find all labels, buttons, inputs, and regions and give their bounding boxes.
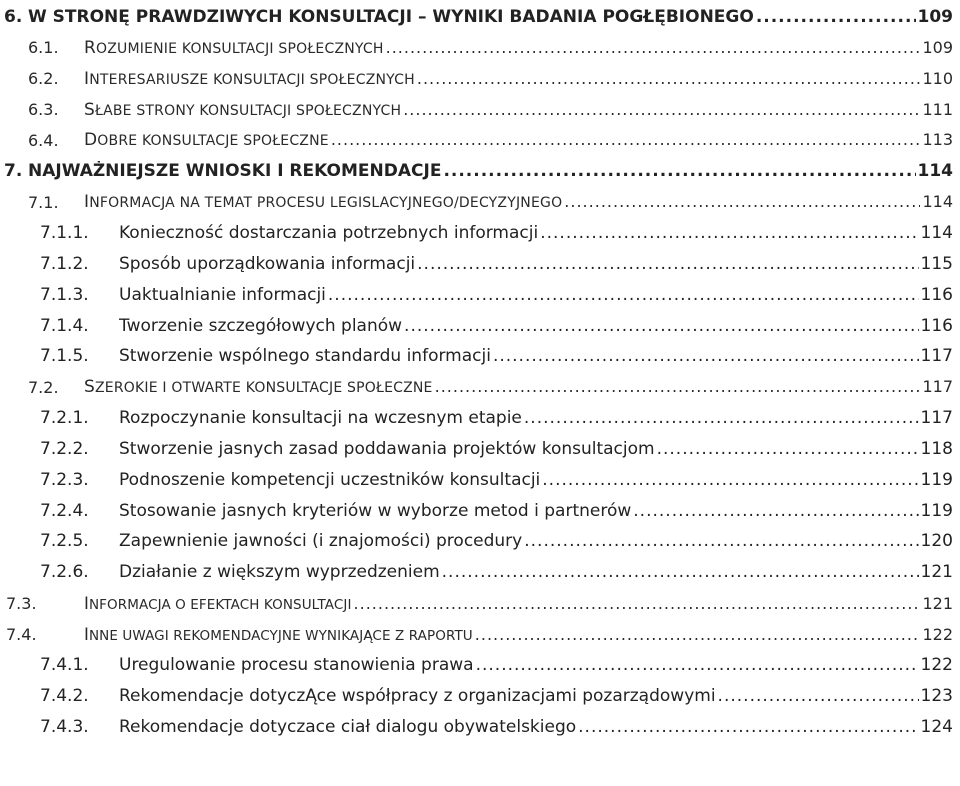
toc-entry-page-number: 118 (920, 438, 953, 459)
toc-entry-title: Stworzenie wspólnego standardu informacji (119, 346, 491, 367)
toc-entry[interactable] (0, 125, 953, 155)
toc-entry-line (84, 38, 953, 58)
toc-entry-line (84, 377, 953, 397)
toc-entry-page-number: 123 (920, 685, 953, 706)
toc-entry-line (119, 562, 953, 582)
dot-leader (435, 377, 921, 396)
toc-entry-title: Sposób uporządkowania informacji (119, 253, 416, 274)
toc-entry-page-number: 114 (922, 192, 953, 212)
dot-leader (417, 69, 921, 88)
toc-entry[interactable] (0, 372, 953, 402)
toc-entry-title (84, 38, 384, 58)
toc-entry[interactable] (0, 650, 953, 680)
toc-entry-line (119, 285, 953, 305)
toc-entry-title: W STRONĘ PRAWDZIWYCH KONSULTACJI – WYNIKI BADANIA POGŁĘBIONEGO (28, 7, 754, 27)
dot-leader (417, 254, 918, 274)
toc-entry-title (84, 625, 473, 644)
toc-entry[interactable] (0, 64, 953, 94)
toc-entry-title: Uaktualnianie informacji (119, 284, 326, 305)
dot-leader (493, 346, 919, 366)
toc-entry-line (28, 161, 953, 181)
toc-entry[interactable] (0, 465, 953, 495)
toc-entry-number: 7.1.5. (40, 346, 89, 367)
toc-entry-title-initial: I (84, 68, 90, 89)
toc-entry-title-initial: I (84, 192, 90, 213)
toc-entry-number: 7.1.4. (40, 315, 89, 336)
toc-entry[interactable] (0, 496, 953, 526)
toc-entry-title (84, 130, 329, 150)
toc-entry-page-number: 113 (922, 130, 953, 150)
dot-leader (328, 285, 919, 305)
toc-entry-title (84, 594, 352, 613)
dot-leader (718, 686, 919, 706)
toc-entry-page-number: 117 (920, 346, 953, 367)
toc-entry-line (84, 192, 953, 212)
toc-entry-page-number: 119 (920, 469, 953, 490)
toc-entry-title-initial: S (84, 377, 95, 398)
toc-entry-line (119, 254, 953, 274)
toc-entry-line (119, 316, 953, 336)
toc-entry-title: Rekomendacje dotyczace ciał dialogu obywatelskiego (119, 716, 577, 737)
toc-entry-number: 6. (4, 7, 23, 27)
toc-entry-page-number: 119 (920, 500, 953, 521)
toc-entry[interactable] (0, 218, 953, 248)
toc-entry-number: 7.2.2. (40, 438, 89, 459)
toc-entry-title (84, 100, 401, 120)
toc-entry-line (28, 7, 953, 27)
dot-leader (404, 316, 919, 336)
toc-entry-title-rest: OBRE KONSULTACJE SPOŁECZNE (97, 133, 329, 150)
toc-entry-number: 6.1. (28, 38, 59, 58)
dot-leader (564, 192, 920, 211)
toc-entry-page-number: 117 (920, 408, 953, 429)
toc-entry-page-number: 116 (920, 315, 953, 336)
toc-entry-line (119, 223, 953, 243)
toc-entry-number: 6.2. (28, 69, 59, 89)
toc-entry-title: Zapewnienie jawności (i znajomości) procedury (119, 531, 523, 552)
toc-entry-line (84, 69, 953, 89)
dot-leader (443, 161, 915, 181)
toc-entry-title (84, 192, 562, 212)
toc-entry-number: 7.4.3. (40, 716, 89, 737)
toc-entry-title: Tworzenie szczegółowych planów (119, 315, 403, 336)
toc-entry-line (119, 655, 953, 675)
toc-entry-page-number: 121 (922, 593, 953, 613)
toc-entry-number: 7. (4, 161, 23, 182)
toc-entry-line (84, 130, 953, 150)
dot-leader (524, 408, 919, 428)
toc-entry-line (84, 100, 953, 120)
toc-entry-title: Stosowanie jasnych kryteriów w wyborze metod i partnerów (119, 500, 632, 521)
toc-entry[interactable] (0, 557, 953, 587)
toc-entry-page-number: 124 (920, 716, 953, 737)
toc-entry[interactable] (0, 280, 953, 310)
dot-leader (756, 7, 916, 27)
toc-entry-line (119, 501, 953, 521)
toc-entry-number: 7.4.1. (40, 654, 89, 675)
toc-entry-page-number: 109 (917, 7, 953, 27)
toc-entry[interactable] (0, 619, 953, 649)
toc-entry-number: 6.4. (28, 130, 59, 150)
toc-entry-title-initial: R (84, 37, 97, 58)
toc-entry-title-rest: ZEROKIE I OTWARTE KONSULTACJE SPOŁECZNE (95, 380, 433, 397)
toc-entry-title-rest: NNE UWAGI REKOMENDACYJNE WYNIKAJĄCE Z RAPORTU (88, 627, 473, 644)
toc-entry-title-rest: NFORMACJA NA TEMAT PROCESU LEGISLACYJNEGO/DECYZYJNEGO (89, 195, 563, 212)
toc-entry[interactable] (0, 156, 953, 186)
toc-entry-title: Działanie z większym wyprzedzeniem (119, 562, 440, 583)
toc-entry[interactable] (0, 249, 953, 279)
dot-leader (476, 655, 919, 675)
toc-entry-line (84, 594, 953, 613)
toc-entry-title (84, 69, 415, 89)
dot-leader (475, 625, 921, 644)
toc-entry-page-number: 110 (922, 68, 953, 88)
toc-entry-number: 7.1. (28, 192, 59, 212)
toc-entry[interactable] (0, 434, 953, 464)
toc-entry-page-number: 111 (922, 99, 953, 119)
toc-entry-line (119, 470, 953, 490)
toc-entry-line (119, 717, 953, 737)
toc-entry-number: 7.2.3. (40, 469, 89, 490)
toc-entry-number: 7.2.1. (40, 408, 89, 429)
toc-entry-number: 7.2. (28, 377, 59, 397)
toc-entry-page-number: 122 (922, 624, 953, 644)
toc-entry-title-initial: I (84, 593, 89, 613)
dot-leader (657, 439, 919, 459)
toc-entry-title: Uregulowanie procesu stanowienia prawa (119, 654, 474, 675)
toc-entry-line (119, 408, 953, 428)
toc-entry-number: 7.2.5. (40, 531, 89, 552)
toc-entry-page-number: 116 (920, 284, 953, 305)
toc-entry-number: 7.4. (6, 624, 37, 644)
toc-entry[interactable] (0, 588, 953, 618)
dot-leader (403, 100, 920, 119)
toc-entry-number: 7.4.2. (40, 685, 89, 706)
toc-entry-title: Stworzenie jasnych zasad poddawania projektów konsultacjom (119, 438, 655, 459)
toc-entry-page-number: 114 (920, 222, 953, 243)
toc-entry[interactable] (0, 311, 953, 341)
toc-entry-title: Konieczność dostarczania potrzebnych informacji (119, 222, 539, 243)
toc-entry-title (84, 377, 433, 397)
toc-entry-page-number: 109 (922, 37, 953, 57)
dot-leader (386, 38, 921, 57)
dot-leader (578, 717, 918, 737)
toc-entry-number: 7.2.4. (40, 500, 89, 521)
toc-entry-page-number: 114 (917, 161, 953, 182)
toc-entry-title-rest: ŁABE STRONY KONSULTACJI SPOŁECZNYCH (95, 102, 402, 119)
toc-entry[interactable] (0, 33, 953, 63)
toc-entry-number: 7.1.1. (40, 222, 89, 243)
dot-leader (540, 223, 918, 243)
toc-entry[interactable] (0, 712, 953, 742)
toc-entry-title-initial: S (84, 99, 95, 120)
dot-leader (331, 130, 921, 149)
toc-entry-title: Rozpoczynanie konsultacji na wczesnym etapie (119, 408, 522, 429)
toc-entry[interactable] (0, 403, 953, 433)
toc-entry-title: Rekomendacje dotyczĄce współpracy z organizacjami pozarządowymi (119, 685, 716, 706)
dot-leader (633, 501, 918, 521)
toc-entry[interactable] (0, 2, 953, 32)
toc-entry[interactable] (0, 187, 953, 217)
toc-entry-page-number: 117 (922, 377, 953, 397)
toc-entry[interactable] (0, 341, 953, 371)
dot-leader (442, 562, 919, 582)
toc-entry[interactable] (0, 681, 953, 711)
toc-entry-number: 7.2.6. (40, 562, 89, 583)
toc-entry-title-rest: NTERESARIUSZE KONSULTACJI SPOŁECZNYCH (89, 71, 415, 88)
toc-entry-title: NAJWAŻNIEJSZE WNIOSKI I REKOMENDACJE (28, 161, 442, 182)
toc-entry-title-rest: OZUMIENIE KONSULTACJI SPOŁECZNYCH (96, 40, 384, 57)
dot-leader (542, 470, 918, 490)
toc-entry-line (119, 686, 953, 706)
toc-entry-page-number: 121 (920, 562, 953, 583)
toc-entry-title-initial: I (84, 624, 89, 644)
toc-entry-page-number: 122 (920, 654, 953, 675)
toc-entry[interactable] (0, 526, 953, 556)
toc-entry[interactable] (0, 95, 953, 125)
toc-entry-line (119, 531, 953, 551)
toc-entry-number: 7.1.2. (40, 253, 89, 274)
toc-entry-page-number: 115 (920, 253, 953, 274)
toc-entry-number: 6.3. (28, 100, 59, 120)
dot-leader (354, 594, 921, 613)
toc-entry-title-rest: NFORMACJA O EFEKTACH KONSULTACJI (88, 596, 352, 613)
toc-entry-line (84, 625, 953, 644)
dot-leader (524, 531, 918, 551)
toc-entry-title: Podnoszenie kompetencji uczestników konsultacji (119, 469, 541, 490)
toc-entry-line (119, 439, 953, 459)
toc-entry-page-number: 120 (920, 531, 953, 552)
toc-entry-line (119, 346, 953, 366)
toc-entry-number: 7.1.3. (40, 284, 89, 305)
toc-entry-title-initial: D (84, 130, 98, 151)
toc-entry-number: 7.3. (6, 593, 37, 613)
